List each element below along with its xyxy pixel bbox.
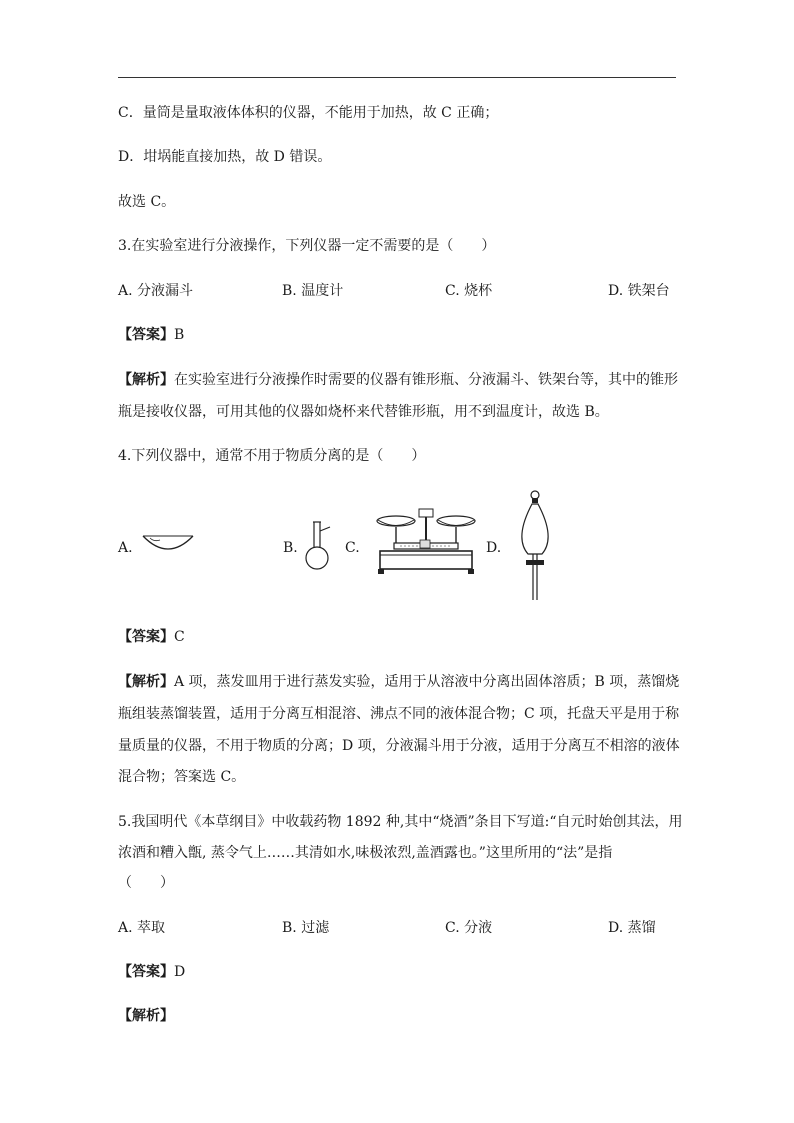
question-4: 4.下列仪器中，通常不用于物质分离的是（ ） <box>118 448 426 464</box>
explanation-tag: 【解析】 <box>118 674 174 690</box>
header-rule <box>118 77 676 78</box>
text-line: 瓶组装蒸馏装置，适用于分离互相混溶、沸点不同的液体混合物；C 项，托盘天平是用于称 <box>118 706 680 722</box>
q4-option-b: B. <box>283 540 298 556</box>
q3-explanation <box>118 370 678 390</box>
text-line: 故选 C。 <box>118 194 176 210</box>
text-line: C．量筒是量取液体体积的仪器，不能用于加热，故 C 正确； <box>118 105 499 121</box>
answer-tag: 【答案】 <box>118 629 174 645</box>
text-line: 混合物；答案选 C。 <box>118 769 246 785</box>
answer-value: C <box>174 629 185 645</box>
distilling-flask-icon <box>302 518 338 572</box>
q4-explanation <box>118 672 679 692</box>
q3-option-b: B. 温度计 <box>282 283 344 299</box>
question-3: 3.在实验室进行分液操作，下列仪器一定不需要的是（ ） <box>118 238 496 254</box>
text-line: 量质量的仪器，不用于物质的分离；D 项，分液漏斗用于分液，适用于分离互不相溶的液体 <box>118 738 680 754</box>
q3-option-d: D. 铁架台 <box>608 283 670 299</box>
text-line: 浓酒和糟入甑, 蒸令气上……其清如水,味极浓烈,盖酒露也。”这里所用的“法”是指 <box>118 845 613 861</box>
q3-answer <box>118 325 184 345</box>
text-line: 瓶是接收仪器，可用其他的仪器如烧杯来代替锥形瓶，用不到温度计，故选 B。 <box>118 404 609 420</box>
separatory-funnel-icon <box>508 488 558 606</box>
explanation-text: A 项，蒸发皿用于进行蒸发实验，适用于从溶液中分离出固体溶质；B 项，蒸馏烧 <box>174 674 680 690</box>
q5-option-c: C. 分液 <box>445 920 493 936</box>
explanation-tag: 【解析】 <box>118 372 174 388</box>
q5-option-b: B. 过滤 <box>282 920 330 936</box>
q5-answer <box>118 962 185 982</box>
answer-tag: 【答案】 <box>118 327 174 343</box>
q3-option-c: C. 烧杯 <box>445 283 493 299</box>
text-line: D．坩埚能直接加热，故 D 错误。 <box>118 149 332 165</box>
q5-option-a: A. 萃取 <box>118 920 166 936</box>
text-line: （ ） <box>118 875 174 891</box>
answer-value: D <box>174 964 186 980</box>
q4-option-d: D. <box>486 540 502 556</box>
q4-option-c: C. <box>345 540 360 556</box>
q5-option-d: D. 蒸馏 <box>608 920 656 936</box>
balance-scale-icon <box>374 507 480 577</box>
evaporating-dish-icon <box>140 522 196 562</box>
q3-option-a: A. 分液漏斗 <box>118 283 194 299</box>
q4-option-a: A. <box>118 540 133 556</box>
question-5: 5.我国明代《本草纲目》中收载药物 1892 种,其中“烧酒”条目下写道:“自元时始创其法，用 <box>118 814 683 830</box>
q4-answer <box>118 627 185 647</box>
q5-explanation-tag: 【解析】 <box>118 1008 174 1024</box>
explanation-text: 在实验室进行分液操作时需要的仪器有锥形瓶、分液漏斗、铁架台等，其中的锥形 <box>174 372 678 388</box>
answer-value: B <box>174 327 185 343</box>
answer-tag: 【答案】 <box>118 964 174 980</box>
